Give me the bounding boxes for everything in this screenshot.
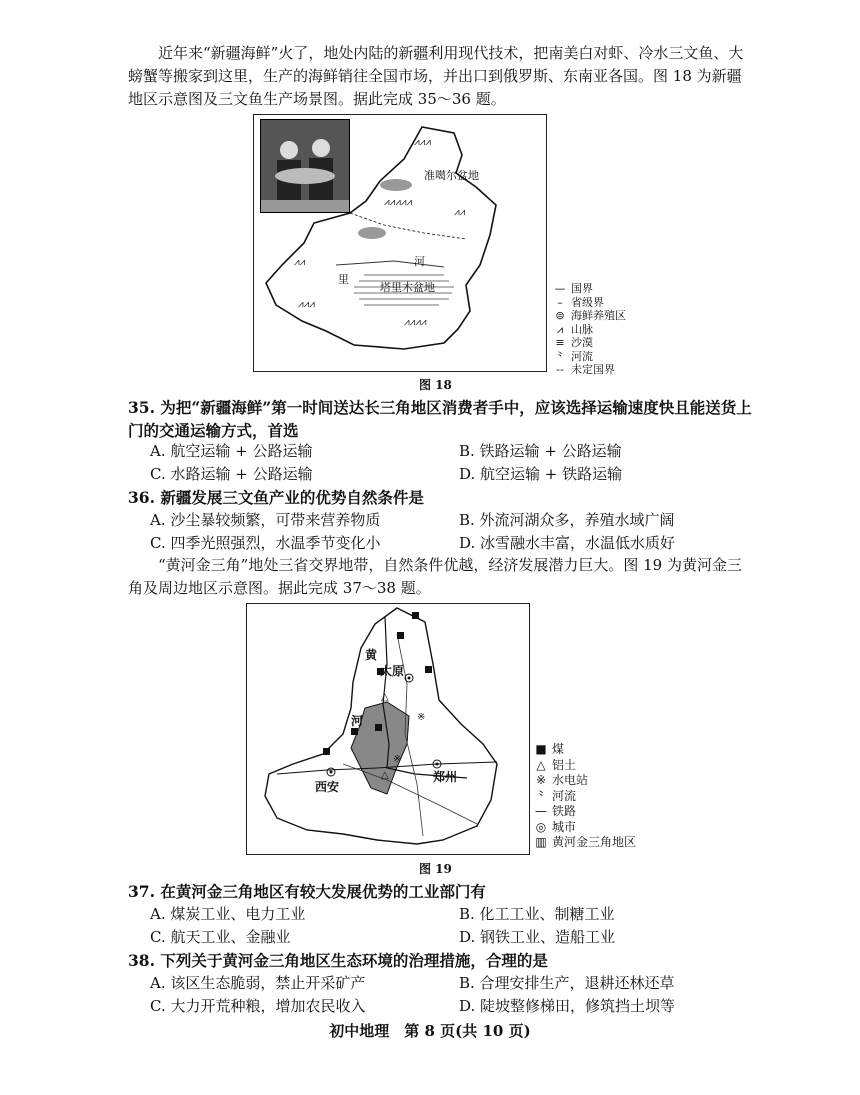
q37-option-a[interactable]: A. 煤炭工业、电力工业 — [150, 905, 306, 923]
line-icon: — — [554, 282, 566, 295]
legend-label: 铁路 — [552, 804, 577, 818]
junggar-basin-label: 准噶尔盆地 — [424, 169, 479, 182]
legend-label: 煤 — [552, 742, 565, 756]
coal-icon: ■ — [535, 742, 547, 756]
svg-text:⩘⩘: ⩘⩘ — [454, 207, 466, 218]
svg-text:⩘⩘⩘: ⩘⩘⩘ — [298, 299, 315, 310]
river-icon: ⺀ — [554, 349, 566, 363]
legend-label: 河流 — [552, 788, 577, 803]
q35-option-a[interactable]: A. 航空运输 + 公路运输 — [150, 442, 313, 460]
q37-option-b[interactable]: B. 化工工业、制糖工业 — [459, 905, 615, 923]
yellow-river-triangle-map — [247, 604, 529, 854]
q35-option-c[interactable]: C. 水路运输 + 公路运输 — [150, 465, 313, 483]
figure-19-legend — [533, 742, 636, 851]
svg-text:⩘⩘⩘⩘: ⩘⩘⩘⩘ — [404, 317, 427, 328]
mountain-icon: ⩘ — [556, 322, 564, 336]
question-37-stem: 37. 在黄河金三角地区有较大发展优势的工业部门有 — [128, 882, 486, 901]
river-label: 河 — [414, 255, 425, 268]
legend-label: 铝土 — [552, 757, 577, 772]
figure-18-legend — [552, 282, 626, 377]
q38-option-d[interactable]: D. 陡坡整修梯田，修筑挡土坝等 — [459, 997, 676, 1015]
desert-icon: ≡ — [555, 336, 565, 349]
hydro-icon: ※ — [535, 773, 547, 787]
xinjiang-outline — [254, 115, 546, 371]
q38-option-a[interactable]: A. 该区生态脆弱，禁止开采矿产 — [150, 974, 366, 992]
legend-label: 沙漠 — [571, 336, 593, 349]
farm-icon: ⊜ — [555, 309, 565, 322]
figure-19-caption: 图 19 — [419, 862, 452, 876]
huang-label: 黄 — [365, 648, 378, 662]
legend-label: 城市 — [552, 819, 577, 834]
dashed-icon: -- — [556, 363, 564, 376]
figure-18-caption: 图 18 — [419, 378, 452, 392]
svg-text:⩘⩘⩘⩘⩘: ⩘⩘⩘⩘⩘ — [384, 197, 413, 208]
q36-option-a[interactable]: A. 沙尘暴较频繁，可带来营养物质 — [150, 511, 381, 529]
q36-option-d[interactable]: D. 冰雪融水丰富，水温低水质好 — [459, 534, 676, 552]
legend-label: 省级界 — [571, 295, 604, 309]
figure-18-map — [253, 114, 547, 372]
bauxite-icon: △ — [536, 757, 546, 772]
svg-text:※: ※ — [417, 712, 426, 723]
legend-label: 国界 — [571, 282, 593, 295]
legend-label: 水电站 — [552, 773, 589, 787]
legend-label: 未定国界 — [571, 363, 615, 376]
svg-text:⩘⩘⩘: ⩘⩘⩘ — [414, 137, 431, 148]
svg-text:△: △ — [381, 692, 389, 703]
question-38-stem: 38. 下列关于黄河金三角地区生态环境的治理措施，合理的是 — [128, 951, 548, 970]
figure-19-map — [246, 603, 530, 855]
thin-line-icon: – — [557, 295, 563, 309]
svg-text:※: ※ — [393, 754, 402, 765]
he-label: 河 — [351, 714, 364, 728]
q35-option-b[interactable]: B. 铁路运输 + 公路运输 — [459, 442, 622, 460]
taiyuan-label: 太原 — [380, 664, 405, 678]
intro-paragraph-2: “黄河金三角”地处三省交界地带，自然条件优越，经济发展潜力巨大。图 19 为黄河金三角及周边地区示意图。据此完成 37～38 题。 — [128, 556, 742, 597]
city-icon: ◎ — [535, 819, 547, 834]
q38-option-b[interactable]: B. 合理安排生产，退耕还林还草 — [459, 974, 675, 992]
q35-option-d[interactable]: D. 航空运输 + 铁路运输 — [459, 465, 623, 483]
question-35-stem: 35. 为把“新疆海鲜”第一时间送达长三角地区消费者手中，应该选择运输速度快且能送货上门的交通运输方式，首选 — [128, 398, 752, 440]
q36-option-b[interactable]: B. 外流河湖众多，养殖水域广阔 — [459, 511, 675, 529]
intro-paragraph-1: 近年来“新疆海鲜”火了，地处内陆的新疆利用现代技术，把南美白对虾、冷水三文鱼、大螃蟹等搬家到这里，生产的海鲜销往全国市场，并出口到俄罗斯、东南亚各国。图 18 为新疆地区示意图及三文鱼生产场景图。据此完成 35～36 题。 — [128, 44, 744, 108]
lake-label: 里 — [338, 273, 349, 286]
svg-text:⩘⩘: ⩘⩘ — [294, 257, 306, 268]
legend-label: 河流 — [571, 349, 593, 363]
xian-label: 西安 — [315, 780, 340, 794]
zhengzhou-label: 郑州 — [433, 770, 458, 784]
q36-option-c[interactable]: C. 四季光照强烈，水温季节变化小 — [150, 534, 381, 552]
question-36-stem: 36. 新疆发展三文鱼产业的优势自然条件是 — [128, 488, 424, 507]
svg-text:△: △ — [381, 770, 389, 781]
q37-option-c[interactable]: C. 航天工业、金融业 — [150, 928, 291, 946]
q38-option-c[interactable]: C. 大力开荒种粮，增加农民收入 — [150, 997, 366, 1015]
page-footer: 初中地理 第 8 页(共 10 页) — [329, 1022, 531, 1040]
legend-label: 海鲜养殖区 — [571, 309, 626, 322]
river-icon: ⺀ — [534, 788, 547, 803]
region-icon: ▥ — [535, 835, 547, 849]
railway-icon: — — [535, 804, 547, 818]
legend-label: 山脉 — [571, 322, 593, 336]
legend-label: 黄河金三角地区 — [552, 835, 637, 849]
q37-option-d[interactable]: D. 钢铁工业、造船工业 — [459, 928, 616, 946]
tarim-basin-label: 塔里木盆地 — [380, 281, 435, 294]
